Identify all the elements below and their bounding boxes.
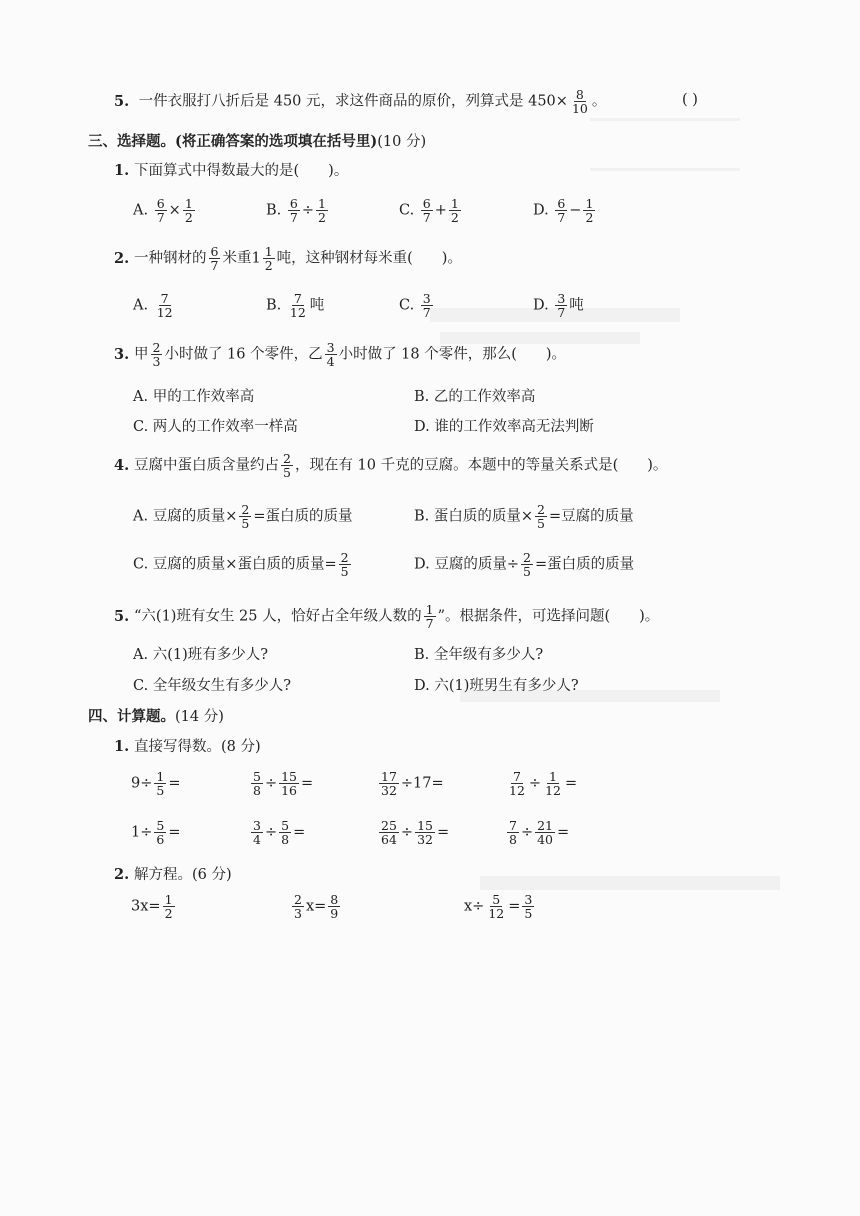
section-3-heading (88, 133, 426, 151)
question-number: 5. (114, 92, 130, 110)
choice-question-5: 5. “六(1)班有女生 25 人，恰好占全年级人数的 $\frac{1}{7}$ ”。根据条件，可选择问题( )。 (114, 602, 660, 632)
calc-item[interactable]: $\frac{7}{8}$ ÷ $\frac{21}{40}$ = (509, 818, 570, 848)
option-d[interactable]: D. $\frac{6}{7}$ − $\frac{1}{2}$ (533, 196, 594, 226)
option-c[interactable]: C. $\frac{6}{7}$ + $\frac{1}{2}$ (399, 196, 459, 226)
option-a[interactable]: A. 豆腐的质量× $\frac{2}{5}$ =蛋白质的质量 (133, 502, 353, 532)
fraction: $\frac{8}{10}$ (571, 87, 588, 117)
option-d[interactable]: D. $\frac{3}{7}$ 吨 (533, 291, 584, 321)
bleed-through-mark (590, 118, 740, 121)
choice-question-2: 2. 一种钢材的 $\frac{6}{7}$ 米重1 $\frac{1}{2}$ 吨，这种钢材每米重( )。 (114, 244, 462, 274)
question-text: 下面算式中得数最大的是( )。 (134, 163, 349, 179)
calc-item[interactable]: $\frac{3}{4}$ ÷ $\frac{5}{8}$ = (253, 818, 306, 848)
choice-question-4: 4. 豆腐中蛋白质含量约占 $\frac{2}{5}$ ，现在有 10 千克的豆腐。本题中的等量关系式是( )。 (114, 451, 668, 481)
judge-question-5: 5. 一件衣服打八折后是 450 元，求这件商品的原价，列算式是 450× $\frac{8}{10}$ 。 (114, 87, 607, 117)
calc-item[interactable]: $\frac{25}{64}$ ÷ $\frac{15}{32}$ = (381, 818, 450, 848)
option-c[interactable]: C. 全年级女生有多少人? (133, 678, 292, 694)
option-c[interactable]: C. 两人的工作效率一样高 (133, 419, 298, 435)
section-4-heading (88, 708, 224, 726)
calc-question-1: 1. 直接写得数。(8 分) (114, 738, 261, 755)
calc-item[interactable]: $\frac{17}{32}$ ÷17= (381, 769, 444, 799)
calc-question-2: 2. 解方程。(6 分) (114, 866, 232, 883)
option-a[interactable]: A. $\frac{6}{7}$ × $\frac{1}{2}$ (133, 196, 193, 226)
option-a[interactable]: A. 甲的工作效率高 (133, 389, 255, 405)
choice-question-3: 3. 甲 $\frac{2}{3}$ 小时做了 16 个零件，乙 $\frac{3}{4}$ 小时做了 18 个零件，那么( )。 (114, 340, 567, 370)
option-c[interactable]: C. 豆腐的质量×蛋白质的质量= $\frac{2}{5}$ (133, 550, 349, 580)
question-text: 一件衣服打八折后是 450 元，求这件商品的原价，列算式是 450× (138, 93, 568, 110)
option-a[interactable]: A. $\frac{7}{12}$ (133, 291, 173, 321)
option-b[interactable]: B. $\frac{6}{7}$ ÷ $\frac{1}{2}$ (266, 196, 326, 226)
option-d[interactable]: D. 六(1)班男生有多少人? (414, 678, 579, 694)
option-b[interactable]: B. 蛋白质的质量× $\frac{2}{5}$ =豆腐的质量 (414, 502, 634, 532)
calc-item[interactable]: 1÷ $\frac{5}{6}$ = (131, 818, 181, 848)
option-d[interactable]: D. 豆腐的质量÷ $\frac{2}{5}$ =蛋白质的质量 (414, 550, 635, 580)
answer-bracket[interactable]: ( ) (682, 92, 698, 108)
section-title: 四、计算题。 (88, 708, 175, 725)
option-b[interactable]: B. 全年级有多少人? (414, 647, 544, 663)
bleed-through-mark (590, 168, 740, 171)
option-a[interactable]: A. 六(1)班有多少人? (133, 647, 269, 663)
choice-question-1: 1. 下面算式中得数最大的是( )。 (114, 162, 349, 179)
section-score: (14 分) (175, 709, 224, 725)
equation-3[interactable]: x÷ $\frac{5}{12}$ = $\frac{3}{5}$ (464, 892, 533, 922)
bleed-through-mark (480, 876, 780, 890)
calc-item[interactable]: $\frac{7}{12}$ ÷ $\frac{1}{12}$ = (509, 769, 578, 799)
section-score: (10 分) (377, 134, 427, 150)
calc-item[interactable]: $\frac{5}{8}$ ÷ $\frac{15}{16}$ = (253, 769, 314, 799)
calc-item[interactable]: 9÷ $\frac{1}{5}$ = (131, 769, 181, 799)
option-c[interactable]: C. $\frac{3}{7}$ (399, 291, 431, 321)
option-d[interactable]: D. 谁的工作效率高无法判断 (414, 419, 594, 435)
equation-1[interactable]: 3x= $\frac{1}{2}$ (131, 892, 173, 922)
option-b[interactable]: B. $\frac{7}{12}$ 吨 (266, 291, 325, 321)
equation-2[interactable]: $\frac{2}{3}$ x= $\frac{8}{9}$ (294, 892, 339, 922)
section-title: 三、选择题。(将正确答案的选项填在括号里) (88, 133, 378, 150)
option-b[interactable]: B. 乙的工作效率高 (414, 389, 536, 405)
